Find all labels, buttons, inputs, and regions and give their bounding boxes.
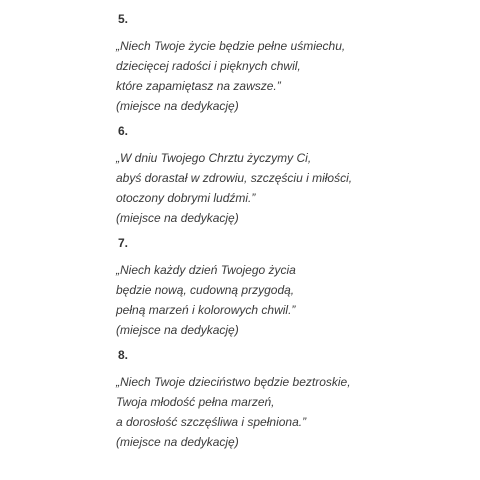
quote-line: otoczony dobrymi ludźmi.” (116, 191, 256, 205)
dedication-entry-8 (116, 346, 466, 452)
dedication-placeholder: (miejsce na dedykację) (116, 99, 239, 113)
quote-line: dziecięcej radości i pięknych chwil, (116, 59, 301, 73)
quote-line: a dorosłość szczęśliwa i spełniona.” (116, 415, 307, 429)
dedication-placeholder: (miejsce na dedykację) (116, 211, 239, 225)
quote-line: będzie nową, cudowną przygodą, (116, 283, 295, 297)
quote-line: które zapamiętasz na zawsze.” (116, 79, 281, 93)
entry-number: 8. (118, 348, 129, 362)
entry-number: 5. (118, 12, 129, 26)
quote-line: „Niech Twoje życie będzie pełne uśmiechu, (116, 39, 346, 53)
quote-line: abyś dorastał w zdrowiu, szczęściu i miłości, (116, 171, 353, 185)
dedication-entry-5 (116, 10, 466, 116)
entry-number: 7. (118, 236, 129, 250)
quote-line: Twoja młodość pełna marzeń, (116, 395, 275, 409)
document-body (116, 10, 466, 458)
dedication-placeholder: (miejsce na dedykację) (116, 323, 239, 337)
dedication-entry-7 (116, 234, 466, 340)
quote-line: „W dniu Twojego Chrztu życzymy Ci, (116, 151, 312, 165)
dedication-placeholder: (miejsce na dedykację) (116, 435, 239, 449)
entry-number: 6. (118, 124, 129, 138)
quote-line: „Niech każdy dzień Twojego życia (116, 263, 296, 277)
dedication-entry-6 (116, 122, 466, 228)
quote-line: pełną marzeń i kolorowych chwil.” (116, 303, 296, 317)
quote-line: „Niech Twoje dzieciństwo będzie beztroskie, (116, 375, 351, 389)
